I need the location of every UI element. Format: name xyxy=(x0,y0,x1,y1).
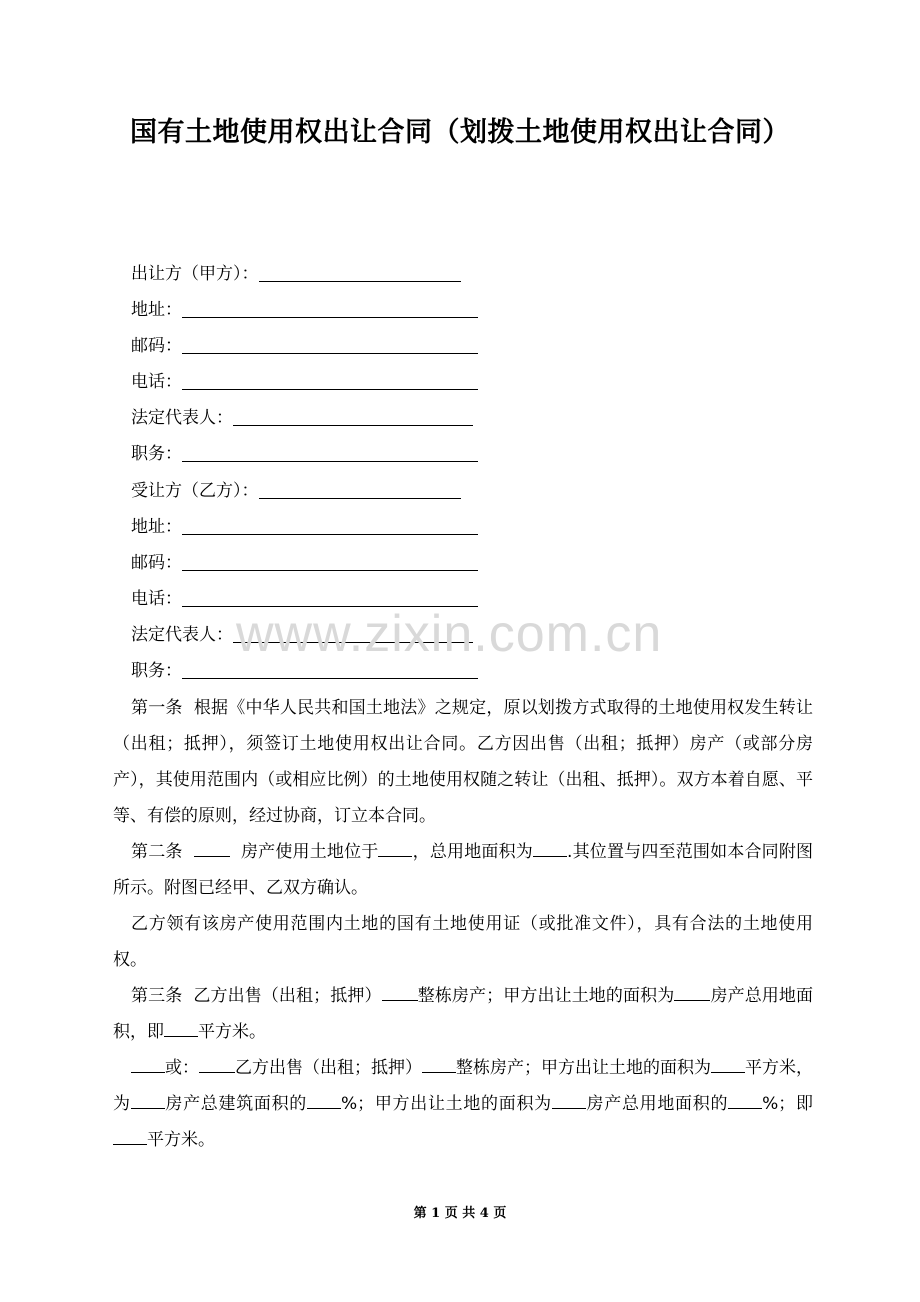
document-title: 国有土地使用权出让合同（划拨土地使用权出让合同） xyxy=(130,117,790,148)
party-b-postcode-field xyxy=(131,548,478,578)
watermark: www.zixin.com.cn xyxy=(236,605,663,663)
alt-text-1: 或： xyxy=(165,1058,199,1078)
article-3-text-4: 平方米。 xyxy=(198,1022,266,1042)
party-a-address-blank xyxy=(182,295,478,318)
article-3-text-1: 乙方出售（出租；抵押） xyxy=(193,986,382,1006)
party-a-legal-rep-label: 法定代表人： xyxy=(131,408,233,428)
alt-blank-3 xyxy=(422,1050,456,1073)
alt-text-5: 房产总建筑面积的 xyxy=(164,1094,307,1114)
party-a-field xyxy=(131,259,461,289)
article-2-text-2: ，总用地面积为 xyxy=(412,842,533,862)
alt-blank-8 xyxy=(728,1086,762,1109)
alt-blank-2 xyxy=(199,1050,235,1073)
party-a-position-field xyxy=(131,439,478,469)
alt-blank-4 xyxy=(711,1050,745,1073)
party-a-address-label: 地址： xyxy=(131,300,182,320)
party-a-phone-blank xyxy=(182,367,478,390)
party-a-postcode-blank xyxy=(182,331,478,354)
party-b-address-label: 地址： xyxy=(131,517,182,537)
party-a-phone-field xyxy=(131,367,478,397)
alt-text-4: 平方米，为 xyxy=(113,1058,813,1114)
article-1-label: 第一条 xyxy=(131,698,183,718)
party-a-blank xyxy=(259,259,461,282)
alt-text-6: %；甲方出让土地的面积为 xyxy=(341,1094,552,1114)
party-a-label: 出让方（甲方）： xyxy=(131,264,259,284)
article-3-alternative xyxy=(113,1050,813,1158)
article-3-blank-1 xyxy=(382,978,418,1001)
party-b-address-field xyxy=(131,512,478,542)
page-footer: 第 1 页 共 4 页 xyxy=(413,1206,507,1221)
party-a-legal-rep-field xyxy=(131,403,473,433)
alt-text-2: 乙方出售（出租；抵押） xyxy=(235,1058,422,1078)
party-b-postcode-blank xyxy=(182,548,478,571)
party-b-address-blank xyxy=(182,512,478,535)
article-2-label: 第二条 xyxy=(131,842,183,862)
alt-blank-1 xyxy=(131,1050,165,1073)
party-b-blank xyxy=(259,476,461,499)
alt-blank-6 xyxy=(307,1086,341,1109)
party-b-field xyxy=(131,476,461,506)
alt-blank-9 xyxy=(113,1122,147,1145)
party-b-postcode-label: 邮码： xyxy=(131,553,182,573)
alt-text-7: 房产总用地面积的 xyxy=(585,1094,729,1114)
article-1-text: 根据《中华人民共和国土地法》之规定，原以划拨方式取得的土地使用权发生转让（出租；抵押），须签订土地使用权出让合同。乙方因出售（出租；抵押）房产（或部分房产），其使用范围内（或相应比例）的土地使用权随之转让（出租、抵押）。双方本着自愿、平等、有偿的原则，经过协商，订立本合同。 xyxy=(113,698,814,826)
article-3-blank-2 xyxy=(674,978,710,1001)
party-a-position-label: 职务： xyxy=(131,444,182,464)
party-b-label: 受让方（乙方）： xyxy=(131,481,259,501)
party-b-phone-label: 电话： xyxy=(131,589,182,609)
article-3-text-3: 房产总用地面积，即 xyxy=(113,986,814,1042)
alt-blank-7 xyxy=(552,1086,586,1109)
article-3-text-2: 整栋房产；甲方出让土地的面积为 xyxy=(417,986,675,1006)
article-3 xyxy=(113,978,813,1050)
party-a-legal-rep-blank xyxy=(233,403,473,426)
article-2 xyxy=(113,834,813,906)
party-b-position-label: 职务： xyxy=(131,661,182,681)
land-certificate-paragraph: 乙方领有该房产使用范围内土地的国有土地使用证（或批准文件），具有合法的土地使用权。 xyxy=(113,914,813,970)
party-b-legal-rep-label: 法定代表人： xyxy=(131,625,233,645)
party-a-position-blank xyxy=(182,439,478,462)
article-1 xyxy=(113,690,813,834)
alt-text-8: %；即 xyxy=(762,1094,814,1114)
party-a-postcode-field xyxy=(131,331,478,361)
article-2-blank-2 xyxy=(378,834,412,857)
article-2-text-1: 房产使用土地位于 xyxy=(240,842,379,862)
party-a-address-field xyxy=(131,295,478,325)
party-a-phone-label: 电话： xyxy=(131,372,182,392)
party-a-postcode-label: 邮码： xyxy=(131,336,182,356)
article-2-text-3: .其位置与四至范围如本合同附图所示。附图已经甲、乙双方确认。 xyxy=(113,842,814,898)
alt-text-9: 平方米。 xyxy=(147,1130,215,1150)
article-3-blank-3 xyxy=(164,1014,198,1037)
article-2-blank-3 xyxy=(533,834,567,857)
article-2-blank-1 xyxy=(194,834,230,857)
article-3-label: 第三条 xyxy=(131,986,183,1006)
alt-text-3: 整栋房产；甲方出让土地的面积为 xyxy=(456,1058,711,1078)
alt-blank-5 xyxy=(131,1086,165,1109)
